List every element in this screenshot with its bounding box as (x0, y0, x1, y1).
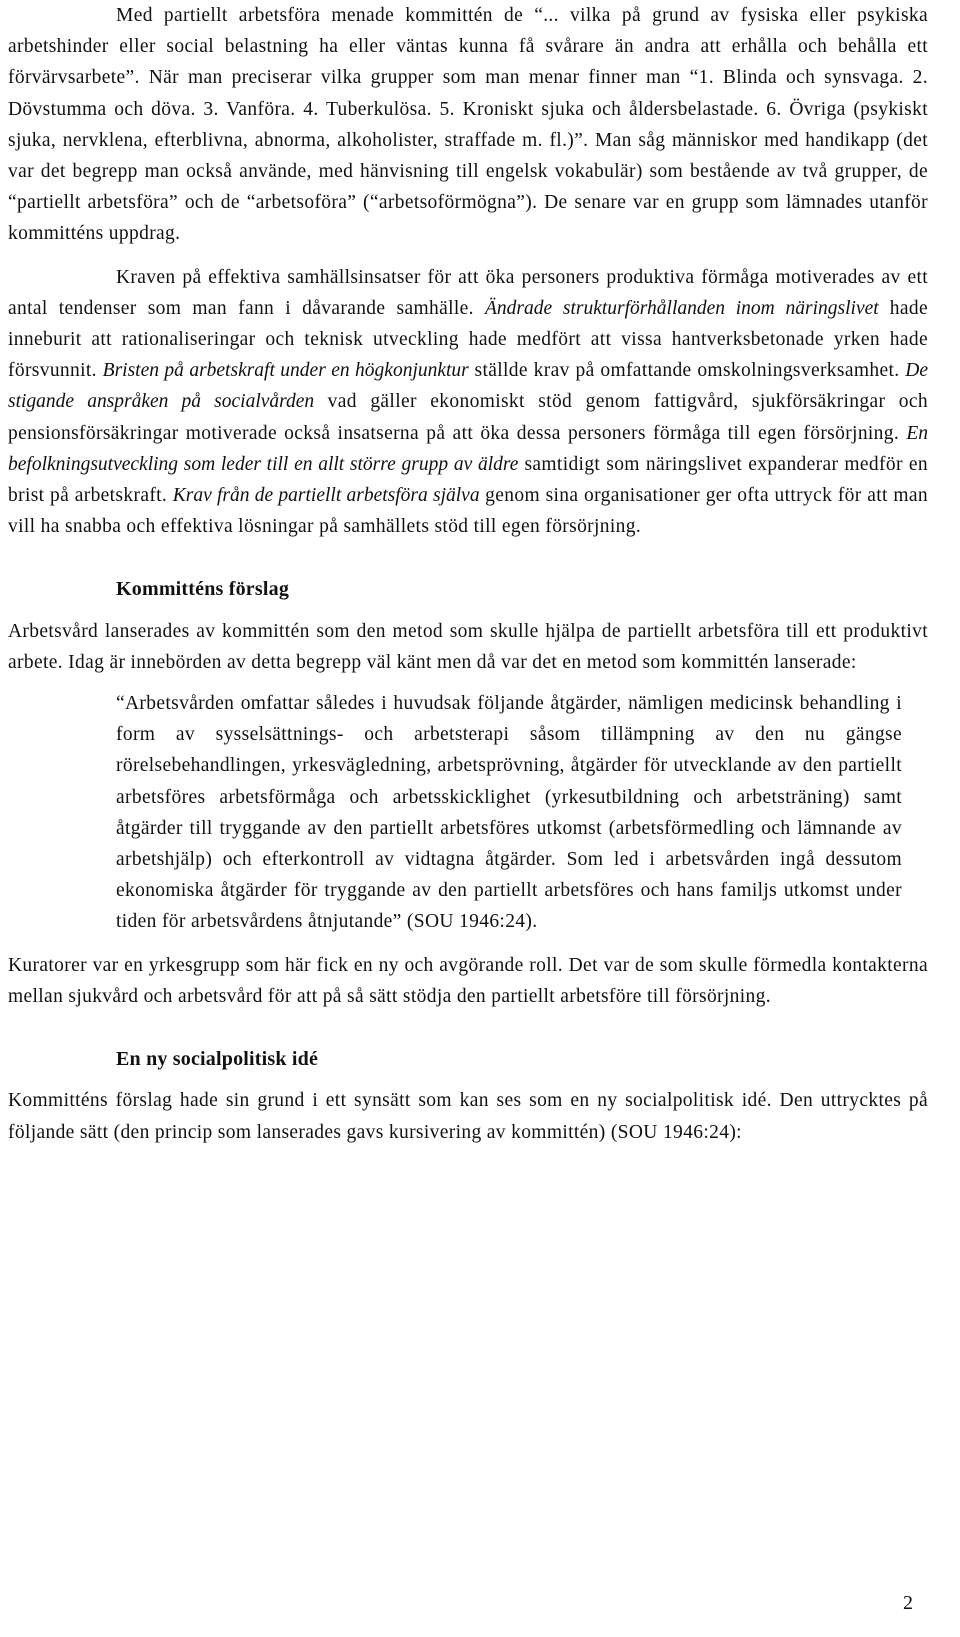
page-number-value: 2 (903, 1592, 913, 1614)
paragraph-partially-able: Med partiellt arbetsföra menade kommittén de “... vilka på grund av fysiska eller psykiska arbetshinder eller social belastning ha eller väntas kunna få svårare än andra att erhålla och behålla ett förvärvsarbete”. När man preciserar vilka grupper som man menar finner man “1. Blinda och synsvaga. 2. Dövstumma och döva. 3. Vanföra. 4. Tuberkulösa. 5. Kroniskt sjuka och åldersbelastade. 6. Övriga (psykiskt sjuka, nervklena, efterblivna, abnorma, alkoholister, straffade m. fl.)”. Man såg människor med handikapp (det var det begrepp man också använde, med hänvisning till engelsk vokabulär) som bestående av två grupper, de “partiellt arbetsföra” och de “arbetsoföra” (“arbetsoförmögna”). De senare var en grupp som lämnades utanför kommitténs uppdrag. (8, 5, 928, 245)
body-text (8, 0, 928, 1148)
page-number (0, 1592, 920, 1615)
emphasis-labour-shortage: Bristen på arbetskraft under en högkonjunktur (102, 360, 469, 382)
text-run: ställde krav på omfattande omskolningsverksamhet. (468, 360, 906, 382)
block-quote-sou: “Arbetsvården omfattar således i huvudsak följande åtgärder, nämligen medicinsk behandling i form av sysselsättnings- och arbetsterapi såsom tillämpning av den nu gängse rörelsebehandlingen, yrkesvägledning, arbetsprövning, åtgärder för utvecklande av den partiellt arbetsföres arbetsförmåga och arbetsskicklighet (yrkesutbildning och arbetsträning) samt åtgärder till tryggande av den partiellt arbetsföres utkomst (arbetsförmedling och lämnande av arbetshjälp) och efterkontroll av vidtagna åtgärder. Som led i arbetsvården ingå dessutom ekonomiska åtgärder för tryggande av den partiellt arbetsföres och hans familjs utkomst under tiden för arbetsvårdens åtnjutande” (SOU 1946:24). (116, 693, 902, 933)
emphasis-population-development: En befolkningsutveckling som leder till en allt större grupp av äldre (8, 422, 928, 475)
paragraph-new-idea: Kommitténs förslag hade sin grund i ett synsätt som kan ses som en ny socialpolitisk idé. Den uttrycktes på följande sätt (den princip som lanserades gavs kursivering av kommittén) (SOU 1946:24): (8, 1090, 928, 1143)
emphasis-social-claims: De stigande anspråken på socialvården (8, 360, 928, 413)
text-run: samtidigt som näringslivet expanderar medför en brist på arbetskraft. (8, 453, 928, 507)
text-run: Kraven på effektiva samhällsinsatser för att öka personers produktiva förmåga motiverades av ett antal tendenser som man fann i dåvarande samhälle. (8, 266, 928, 319)
emphasis-structural-changes: Ändrade strukturförhållanden inom näringslivet (484, 297, 879, 319)
paragraph-kuratorer: Kuratorer var en yrkesgrupp som här fick en ny och avgörande roll. Det var de som skulle förmedla kontakterna mellan sjukvård och arbetsvård för att på så sätt stödja den partiellt arbetsföre till försörjning. (8, 954, 928, 1007)
text-run: genom sina organisationer ger ofta uttryck för att man vill ha snabba och effektiva lösningar på samhällets stöd till egen försörjning. (8, 485, 928, 538)
paragraph-demands (8, 262, 928, 543)
section-heading-proposal: Kommitténs förslag (116, 578, 290, 601)
text-run: vad gäller ekonomiskt stöd genom fattigvård, sjukförsäkringar och pensionsförsäkringar motiverade också insatserna på att öka dessa personers förmåga till egen försörjning. (8, 391, 928, 444)
paragraph-arbetsvard: Arbetsvård lanserades av kommittén som den metod som skulle hjälpa de partiellt arbetsföra till ett produktivt arbete. Idag är innebörden av detta begrepp väl känt men då var det en metod som kommittén lanserade: (8, 620, 928, 673)
emphasis-demands-of-disabled: Krav från de partiellt arbetsföra själva (172, 485, 480, 507)
text-run: hade inneburit att rationaliseringar och teknisk utveckling hade medfört att vissa hantverksbetonade yrken hade försvunnit. (8, 297, 929, 382)
section-heading-new-idea: En ny socialpolitisk idé (116, 1048, 319, 1071)
